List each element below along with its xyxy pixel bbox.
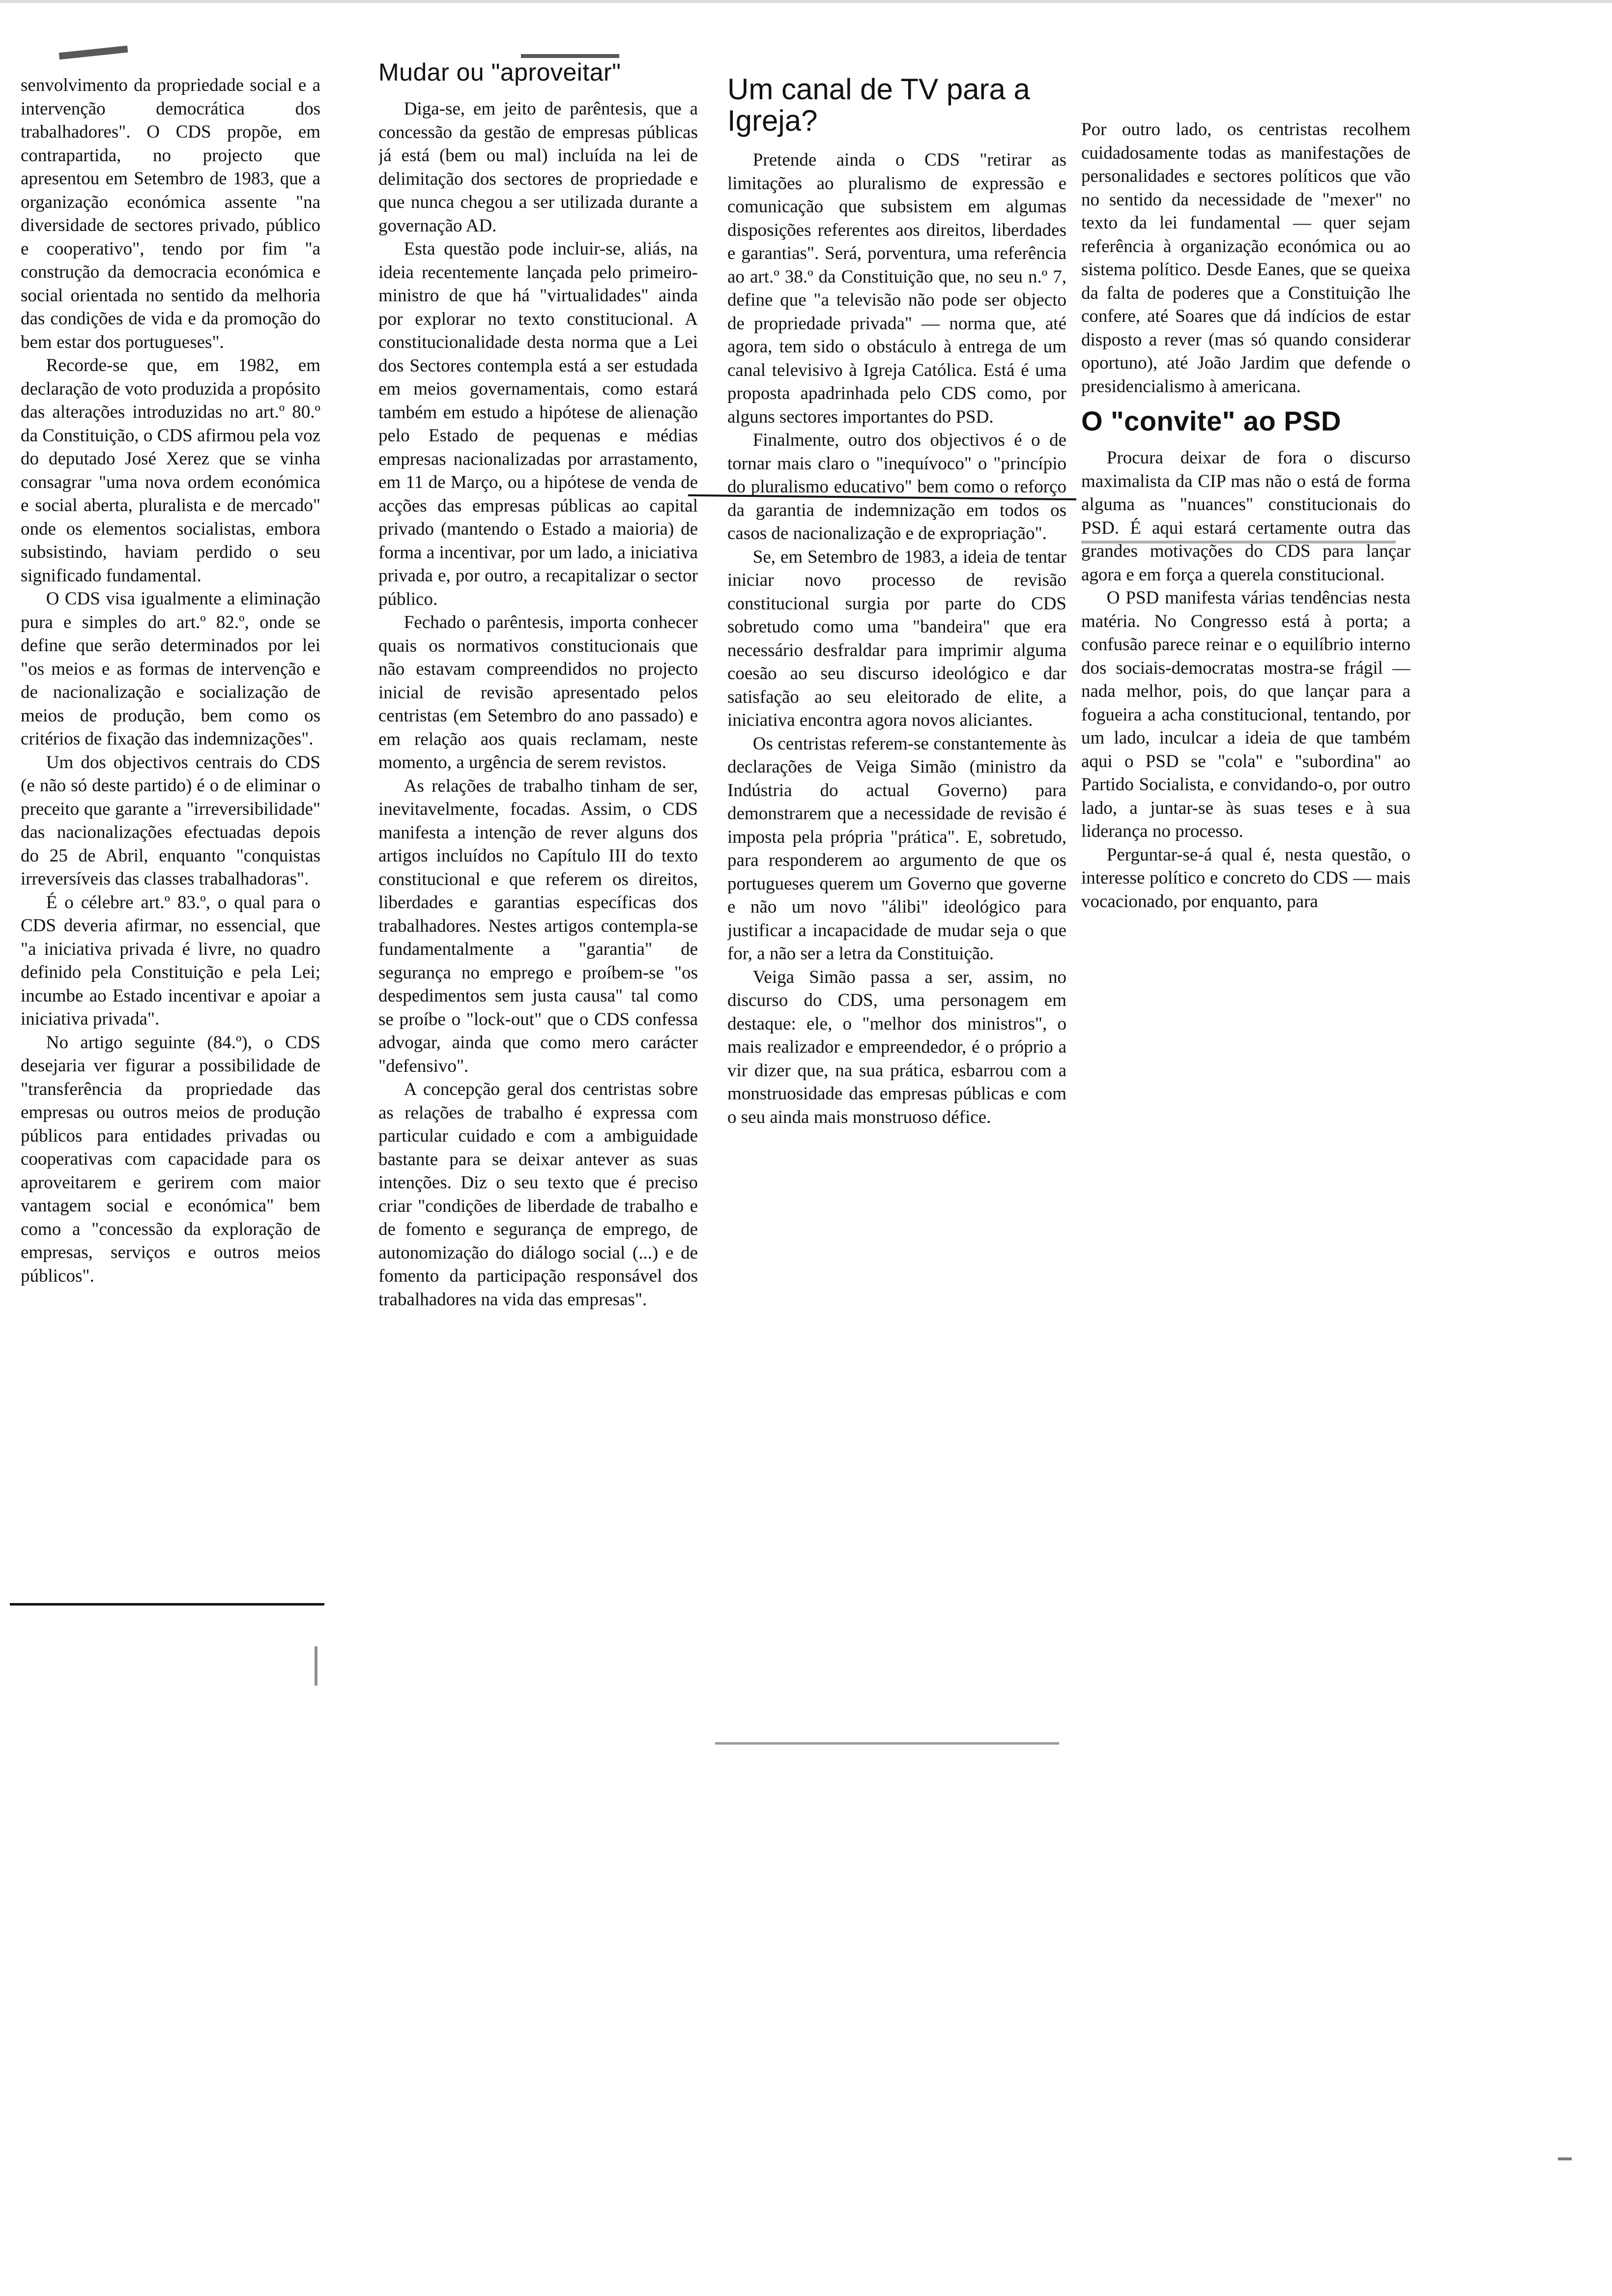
box-title-canal-tv-igreja: Um canal de TV para a Igreja? <box>727 74 1030 137</box>
col1-paragraph-3: O CDS visa igualmente a eliminação pura e simples do art.º 82.º, onde se define que serão determinados por lei "os meios e as formas de intervenção e de nacionalização e socialização de meios de produção, bem como os critérios de fixação das indemnizações". <box>21 589 320 749</box>
scan-smudge-3 <box>1081 541 1396 544</box>
article-column-1 <box>21 74 320 1592</box>
col3-paragraph-2: Finalmente, outro dos objectivos é o de tornar mais claro o "inequívoco" o "princípio do pluralismo educativo" bem como o reforço da garantia de indemnização em todos os casos de nacionalização e de expropriação". <box>727 430 1066 544</box>
col2-paragraph-2: Esta questão pode incluir-se, aliás, na ideia recentemente lançada pelo primeiro-ministro de que há "virtualidades" ainda por explorar no texto constitucional. A constitucionalidade desta norma que a Lei dos Sectores contempla está a ser estudada em meios governamentais, como estará também em estudo a hipótese de alienação pelo Estado de pequenas e médias empresas nacionalizadas por arrastamento, em 11 de Março, ou a hipótese de venda de acções das empresas públicas ao capital privado (mantendo o Estado a maioria) de forma a incentivar, por um lado, a iniciativa privada e, por outro, a recapitalizar o sector público. <box>378 239 698 609</box>
scan-corner-mark <box>1558 2157 1572 2160</box>
section-heading-convite-ao-psd: O "convite" ao PSD <box>1081 405 1341 436</box>
column-1-bottom-rule <box>10 1603 324 1606</box>
col1-paragraph-1: senvolvimento da propriedade social e a intervenção democrática dos trabalhadores". O CDS propõe, em contrapartida, no projecto que apresentou em Setembro de 1983, que a organização económica assente "na diversidade de sectores privado, público e cooperativo", tendo por fim "a construção da democracia económica e social orientada no sentido da melhoria das condições de vida e da promoção do bem estar dos portugueses". <box>21 75 320 352</box>
col4-paragraph-4: Perguntar-se-á qual é, nesta questão, o interesse político e concreto do CDS — mais vocacionado, por enquanto, para <box>1081 844 1410 912</box>
section-heading-mudar-ou-aproveitar: Mudar ou "aproveitar" <box>378 58 621 86</box>
col2-paragraph-1: Diga-se, em jeito de parêntesis, que a concessão da gestão de empresas públicas já está (bem ou mal) incluída na lei de delimitação dos sectores de propriedade e que nunca chegou a ser utilizada durante a governação AD. <box>378 99 698 236</box>
col3-paragraph-5: Veiga Simão passa a ser, assim, no discurso do CDS, uma personagem em destaque: ele, o "melhor dos ministros", o mais realizador e empreendedor, é o próprio a vir dizer que, na sua prática, esbarrou com a monstruosidade das empresas públicas e com o seu ainda mais monstruoso défice. <box>727 967 1066 1127</box>
col4-paragraph-2: Procura deixar de fora o discurso maximalista da CIP mas não o está de forma alguma as "nuances" constitucionais do PSD. É aqui estará certamente outra das grandes motivações do CDS para lançar agora e em força a querela constitucional. <box>1081 448 1410 585</box>
col4-paragraph-3: O PSD manifesta várias tendências nesta matéria. No Congresso está à porta; a confusão parece reinar e o equilíbrio interno dos sociais-democratas mostra-se frágil — nada melhor, pois, do que lançar para a fogueira a acha constitucional, tentando, por um lado, inculcar a ideia de que também aqui o PSD se "cola" e "subordina" ao Partido Socialista, e convidando-o, por outro lado, a juntar-se às suas teses e à sua liderança no processo. <box>1081 588 1410 841</box>
col2-paragraph-3: Fechado o parêntesis, importa conhecer quais os normativos constitucionais que não estavam compreendidos no projecto inicial de revisão apresentado pelos centristas (em Setembro do ano passado) e em relação aos quais reclamam, neste momento, a urgência de serem revistos. <box>378 612 698 773</box>
col3-paragraph-3: Se, em Setembro de 1983, a ideia de tentar iniciar novo processo de revisão constitucional surgia por parte do CDS sobretudo como uma "bandeira" que era necessário desfraldar para imprimir alguma coesão ao seu discurso ideológico e dar satisfação ao seu eleitorado de elite, a iniciativa encontra agora novos aliciantes. <box>727 546 1066 730</box>
col1-paragraph-6: No artigo seguinte (84.º), o CDS desejaria ver figurar a possibilidade de "transferência da propriedade das empresas ou outros meios de produção públicos para entidades privadas ou cooperativas com capacidade para os aproveitarem e gerirem com maior vantagem social e económica" bem como a "concessão da exploração de empresas, serviços e outros meios públicos". <box>21 1032 320 1286</box>
col2-paragraph-4: As relações de trabalho tinham de ser, inevitavelmente, focadas. Assim, o CDS manifesta a intenção de rever alguns dos artigos incluídos no Capítulo III do texto constitucional e que referem os direitos, liberdades e garantias específicas dos trabalhadores. Nestes artigos contempla-se fundamentalmente a "garantia" de segurança no emprego e proíbem-se "os despedimentos sem justa causa" tal como se proíbe o "lock-out" que o CDS confessa advogar, ainda que como mero carácter "defensivo". <box>378 775 698 1076</box>
scan-smudge-2 <box>521 54 619 58</box>
col1-paragraph-5: É o célebre art.º 83.º, o qual para o CDS deveria afirmar, no essencial, que "a iniciativa privada é livre, no quadro definido pela Constituição e pela Lei; incumbe ao Estado incentivar e apoiar a iniciativa privada". <box>21 892 320 1029</box>
scan-smudge-4 <box>715 1742 1059 1745</box>
col1-paragraph-4: Um dos objectivos centrais do CDS (e não só deste partido) é o de eliminar o preceito que garante a "irreversibilidade" das nacionalizações efectuadas depois do 25 de Abril, enquanto "conquistas irreversíveis das classes trabalhadoras". <box>21 752 320 889</box>
scan-margin-mark <box>315 1646 317 1686</box>
col3-paragraph-1: Pretende ainda o CDS "retirar as limitações ao pluralismo de expressão e comunicação que subsistem em algumas disposições referentes aos direitos, liberdades e garantias". Será, porventura, uma referência ao art.º 38.º da Constituição que, no seu n.º 7, define que "a televisão não pode ser objecto de propriedade privada" — norma que, até agora, tem sido o obstáculo à entrega de um canal televisivo à Igreja Católica. Está é uma proposta apadrinhada pelo CDS como, por alguns sectores importantes do PSD. <box>727 150 1066 427</box>
scan-smudge-1 <box>59 46 128 60</box>
article-column-4 <box>1081 118 1410 1317</box>
col1-paragraph-2: Recorde-se que, em 1982, em declaração de voto produzida a propósito das alterações introduzidas no art.º 80.º da Constituição, o CDS afirmou pela voz do deputado José Xerez que se vinha consagrar "uma nova ordem económica e social aberta, pluralista e de mercado" onde os elementos socialistas, embora subsistindo, haviam perdido o seu significado fundamental. <box>21 355 320 586</box>
scan-top-edge <box>0 0 1612 3</box>
col3-paragraph-4: Os centristas referem-se constantemente às declarações de Veiga Simão (ministro da Indústria do actual Governo) para demonstrarem que a necessidade de revisão é imposta pela própria "prática". E, sobretudo, para responderem ao argumento de que os portugueses querem um Governo que governe e não um novo "álibi" ideológico para justificar a incapacidade de mudar seja o que for, a não ser a letra da Constituição. <box>727 733 1066 964</box>
col2-paragraph-5: A concepção geral dos centristas sobre as relações de trabalho é expressa com particular cuidado e com a ambiguidade bastante para se deixar antever as suas intenções. Diz o seu texto que é preciso criar "condições de liberdade de trabalho e de fomento e segurança de emprego, de autonomização do diálogo social (...) e de fomento da participação responsável dos trabalhadores na vida das empresas". <box>378 1079 698 1310</box>
article-column-2 <box>378 49 698 2020</box>
col4-paragraph-1: Por outro lado, os centristas recolhem cuidadosamente todas as manifestações de personalidades e sectores políticos que vão no sentido da necessidade de "mexer" no texto da lei fundamental — quer sejam referência à organização económica ou ao sistema político. Desde Eanes, que se queixa da falta de poderes que a Constituição lhe confere, até Soares que dá indícios de estar disposto a rever (mas só quando considerar oportuno), até João Jardim que defende o presidencialismo à americana. <box>1081 119 1410 397</box>
article-column-3 <box>727 74 1066 1705</box>
